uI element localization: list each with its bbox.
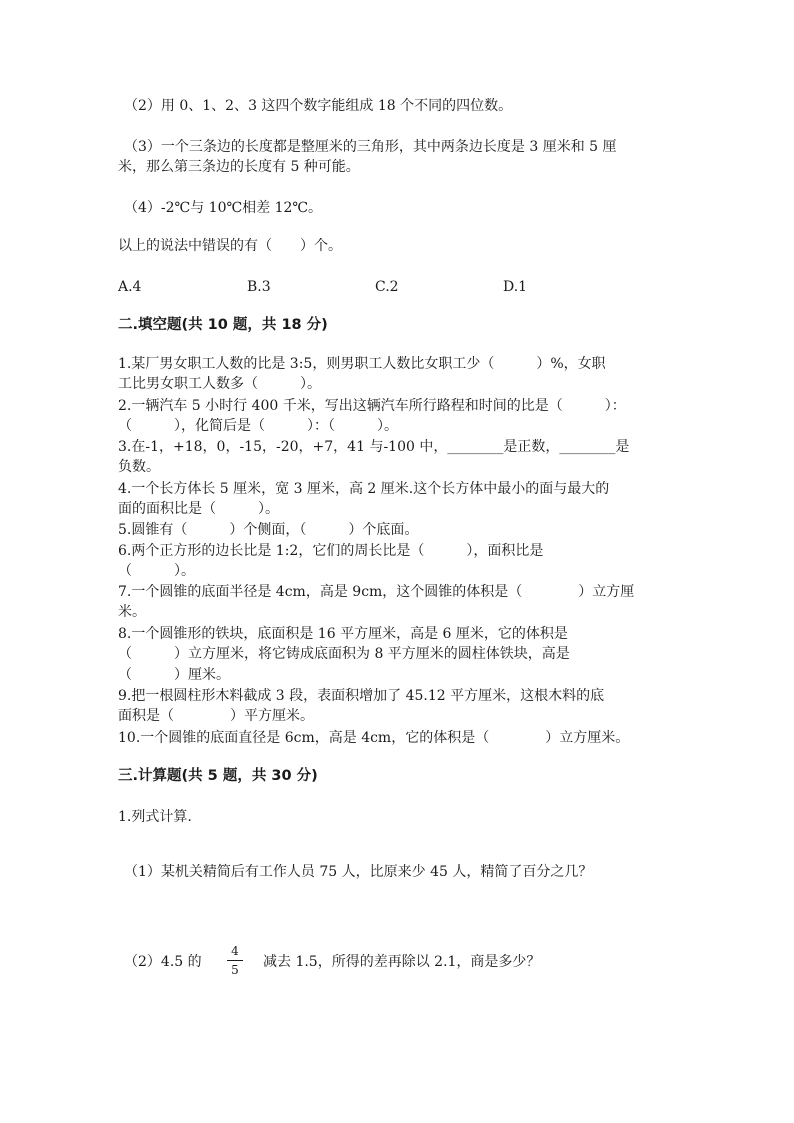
option-b: B.3 <box>247 279 271 295</box>
fill-line: （ ）立方厘米，将它铸成底面积为 8 平方厘米的圆柱体铁块，高是 <box>118 646 570 662</box>
statement-2: （2）用 0、1、2、3 这四个数字能组成 18 个不同的四位数。 <box>124 98 513 114</box>
fill-line: 8.一个圆锥形的铁块，底面积是 16 平方厘米，高是 6 厘米，它的体积是 <box>118 626 568 642</box>
section-title-fill-in: 二.填空题(共 10 题，共 18 分) <box>118 317 328 333</box>
section-title-calculation: 三.计算题(共 5 题，共 30 分) <box>118 768 318 784</box>
fill-line: （ ）。 <box>118 563 195 579</box>
calc-q1-part2-suffix: 减去 1.5，所得的差再除以 2.1，商是多少？ <box>263 954 541 970</box>
calc-q1-part1: （1）某机关精简后有工作人员 75 人，比原来少 45 人，精简了百分之几？ <box>124 864 593 880</box>
fill-line: 负数。 <box>118 459 160 475</box>
fill-line: 7.一个圆锥的底面半径是 4cm，高是 9cm，这个圆锥的体积是（ ）立方厘 <box>118 584 635 600</box>
fill-line: 3.在-1，+18，0，-15，-20，+7，41 与-100 中，________是正数，________是 <box>118 439 630 455</box>
fill-line: 面积是（ ）平方厘米。 <box>118 708 314 724</box>
option-c: C.2 <box>375 279 399 295</box>
fill-line: 2.一辆汽车 5 小时行 400 千米，写出这辆汽车所行路程和时间的比是（ ）： <box>118 398 626 414</box>
fraction-bar <box>227 960 243 961</box>
fill-line: 面的面积比是（ ）。 <box>118 501 279 517</box>
calc-q1-part2-prefix: （2）4.5 的 <box>124 954 202 970</box>
calc-q1-heading: 1.列式计算. <box>118 809 192 825</box>
statement-3-line2: 米，那么第三条边的长度有 5 种可能。 <box>118 159 360 175</box>
fill-line: （ ）厘米。 <box>118 667 230 683</box>
fill-line: 10.一个圆锥的底面直径是 6cm，高是 4cm，它的体积是（ ）立方厘米。 <box>118 730 630 746</box>
fill-line: 6.两个正方形的边长比是 1:2，它们的周长比是（ ），面积比是 <box>118 543 544 559</box>
statement-4: （4）-2℃与 10℃相差 12℃。 <box>124 200 323 216</box>
fill-line: 米。 <box>118 604 146 620</box>
fill-line: 4.一个长方体长 5 厘米，宽 3 厘米，高 2 厘米.这个长方体中最小的面与最大的 <box>118 481 610 497</box>
fill-line: 9.把一根圆柱形木料截成 3 段，表面积增加了 45.12 平方厘米，这根木料的底 <box>118 688 605 704</box>
fill-line: 5.圆锥有（ ）个侧面，（ ）个底面。 <box>118 522 419 538</box>
fill-line: 工比男女职工人数多（ ）。 <box>118 376 321 392</box>
fill-line: 1.某厂男女职工人数的比是 3:5，则男职工人数比女职工少（ ）%，女职 <box>118 356 606 372</box>
fraction <box>227 944 243 977</box>
option-a: A.4 <box>118 279 142 295</box>
fraction-denominator: 5 <box>231 963 239 977</box>
question-prompt: 以上的说法中错误的有（ ）个。 <box>118 238 342 254</box>
option-d: D.1 <box>503 279 528 295</box>
fraction-numerator: 4 <box>231 944 239 958</box>
statement-3-line1: （3）一个三条边的长度都是整厘米的三角形，其中两条边长度是 3 厘米和 5 厘 <box>124 139 617 155</box>
fill-line: （ ），化简后是（ ）：（ ）。 <box>118 418 398 434</box>
